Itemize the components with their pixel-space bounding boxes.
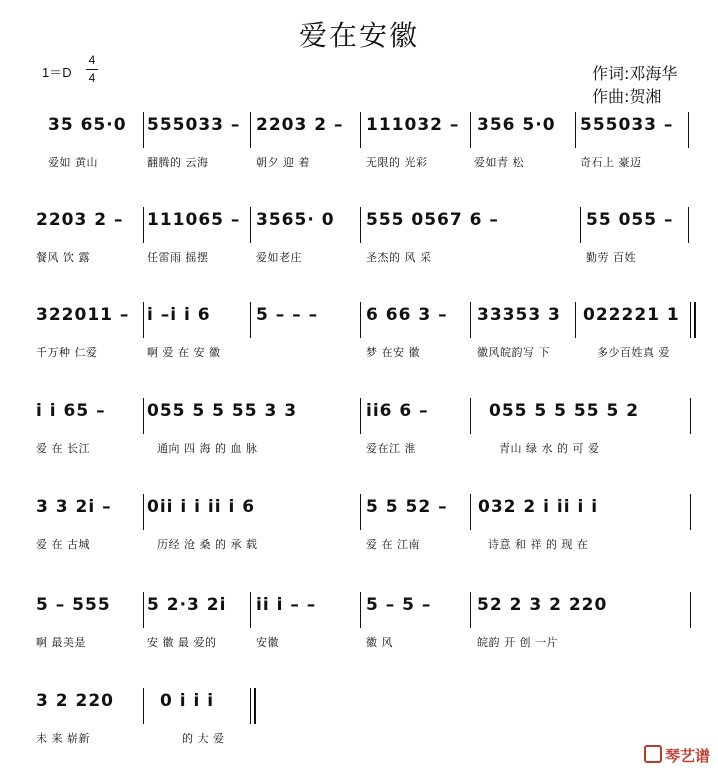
measure: 032 2 i ii i i	[478, 497, 599, 517]
staff-system	[0, 207, 718, 297]
measure: 356 5·0	[477, 115, 556, 135]
measure: 55 055 –	[586, 210, 674, 230]
notes-line	[0, 112, 718, 148]
bar-line	[360, 592, 361, 628]
measure: 111065 –	[147, 210, 241, 230]
bar-line	[690, 302, 691, 338]
lyric-text: 爱 在 古城	[36, 538, 90, 551]
measure: 2203 2 –	[36, 210, 124, 230]
measure: 555033 –	[580, 115, 674, 135]
measure: 6 66 3 –	[366, 305, 448, 325]
staff-system	[0, 592, 718, 682]
lyric-text: 奇石上 豪迈	[580, 156, 642, 169]
bar-line	[470, 494, 471, 530]
notes-line	[0, 592, 718, 628]
lyric-text: 翻腾的 云海	[147, 156, 209, 169]
bar-line	[690, 398, 691, 434]
lyric-text: 啊 爱 在 安 徽	[147, 346, 221, 359]
measure: 2203 2 –	[256, 115, 344, 135]
bar-line	[360, 112, 361, 148]
bar-line	[470, 302, 471, 338]
measure: 5 – 555	[36, 595, 111, 615]
measure: 5 – 5 –	[366, 595, 432, 615]
bar-line	[580, 207, 581, 243]
lyric-text: 青山 绿 水 的 可 爱	[499, 442, 600, 455]
bar-line	[143, 112, 144, 148]
lyric-text: 朝夕 迎 着	[256, 156, 310, 169]
bar-line	[360, 398, 361, 434]
measure: 5 5 52 –	[366, 497, 448, 517]
measure: 022221 1	[583, 305, 680, 325]
measure: 055 5 5 55 5 2	[489, 401, 640, 421]
bar-line	[690, 592, 691, 628]
time-signature	[86, 53, 98, 86]
composer-credit: 作曲:贺湘	[592, 87, 662, 106]
measure: 322011 –	[36, 305, 130, 325]
lyric-text: 未 来 崭新	[36, 732, 90, 745]
bar-line	[575, 112, 576, 148]
staff-system	[0, 688, 718, 778]
measure: 3565· 0	[256, 210, 335, 230]
logo-icon	[644, 745, 662, 763]
notes-line	[0, 688, 718, 724]
bar-line	[470, 592, 471, 628]
logo-text: 琴艺谱	[664, 747, 710, 765]
lyricist-credit: 作词:邓海华	[592, 64, 678, 83]
lyrics-line	[0, 634, 718, 650]
measure: 5 – – –	[256, 305, 319, 325]
lyric-text: 爱在江 淮	[366, 442, 416, 455]
bar-line	[575, 302, 576, 338]
final-bar-line	[694, 302, 696, 338]
lyrics-line	[0, 249, 718, 265]
lyric-text: 圣杰的 风 采	[366, 251, 432, 264]
lyric-text: 徽风皖韵写 下	[477, 346, 550, 359]
bar-line	[143, 592, 144, 628]
bar-line	[143, 688, 144, 724]
time-top: 4	[88, 53, 96, 67]
lyric-text: 爱 在 长江	[36, 442, 90, 455]
bar-line	[143, 398, 144, 434]
measure: 555 0567 6 –	[366, 210, 499, 230]
staff-system	[0, 112, 718, 202]
bar-line	[360, 207, 361, 243]
time-bottom: 4	[88, 71, 96, 85]
lyric-text: 诗意 和 祥 的 现 在	[488, 538, 589, 551]
measure: 555033 –	[147, 115, 241, 135]
measure: ii i – –	[256, 595, 317, 615]
measure: 055 5 5 55 3 3	[147, 401, 298, 421]
lyric-text: 爱如老庄	[256, 251, 302, 264]
lyric-text: 通向 四 海 的 血 脉	[157, 442, 258, 455]
staff-system	[0, 494, 718, 584]
lyrics-line	[0, 536, 718, 552]
bar-line	[250, 302, 251, 338]
lyric-text: 千万种 仁爱	[36, 346, 98, 359]
measure: 0 i i i	[160, 691, 215, 711]
bar-line	[470, 398, 471, 434]
staff-system	[0, 398, 718, 488]
lyric-text: 爱如 黄山	[48, 156, 98, 169]
bar-line	[143, 494, 144, 530]
bar-line	[143, 302, 144, 338]
lyric-text: 餐风 饮 露	[36, 251, 90, 264]
lyric-text: 勤劳 百姓	[586, 251, 636, 264]
measure: 0ii i i ii i 6	[147, 497, 256, 517]
bar-line	[690, 494, 691, 530]
bar-line	[688, 112, 689, 148]
lyric-text: 啊 最美是	[36, 636, 86, 649]
lyric-text: 安 徽 最 爱的	[147, 636, 217, 649]
notes-line	[0, 398, 718, 434]
bar-line	[143, 207, 144, 243]
lyrics-line	[0, 344, 718, 360]
lyrics-line	[0, 440, 718, 456]
lyric-text: 无限的 光彩	[366, 156, 428, 169]
lyrics-line	[0, 154, 718, 170]
lyric-text: 徽 风	[366, 636, 393, 649]
lyric-text: 梦 在安 徽	[366, 346, 420, 359]
lyric-text: 的 大 爱	[182, 732, 225, 745]
measure: 111032 –	[366, 115, 460, 135]
measure: 52 2 3 2 220	[477, 595, 608, 615]
song-title: 爱在安徽	[298, 19, 419, 52]
final-bar-line	[254, 688, 256, 724]
lyric-text: 安徽	[256, 636, 279, 649]
lyrics-line	[0, 730, 718, 746]
notes-line	[0, 302, 718, 338]
measure: i –i i 6	[147, 305, 211, 325]
measure: ii6 6 –	[366, 401, 429, 421]
lyric-text: 多少百姓真 爱	[597, 346, 670, 359]
site-logo	[644, 745, 710, 766]
staff-system	[0, 302, 718, 392]
lyric-text: 爱 在 江南	[366, 538, 420, 551]
bar-line	[250, 207, 251, 243]
bar-line	[250, 112, 251, 148]
lyric-text: 任雷雨 摇摆	[147, 251, 209, 264]
measure: 3 3 2i –	[36, 497, 112, 517]
measure: 3 2 220	[36, 691, 114, 711]
bar-line	[250, 592, 251, 628]
measure: i i 65 –	[36, 401, 106, 421]
key-signature: 1＝D	[42, 65, 72, 80]
lyric-text: 历经 沧 桑 的 承 载	[157, 538, 258, 551]
measure: 33353 3	[477, 305, 561, 325]
lyric-text: 爱如青 松	[474, 156, 524, 169]
notes-line	[0, 494, 718, 530]
bar-line	[250, 688, 251, 724]
bar-line	[360, 494, 361, 530]
bar-line	[470, 112, 471, 148]
measure: 35 65·0	[48, 115, 127, 135]
bar-line	[688, 207, 689, 243]
lyric-text: 皖韵 开 创 一片	[477, 636, 558, 649]
bar-line	[360, 302, 361, 338]
measure: 5 2·3 2i	[147, 595, 227, 615]
notes-line	[0, 207, 718, 243]
